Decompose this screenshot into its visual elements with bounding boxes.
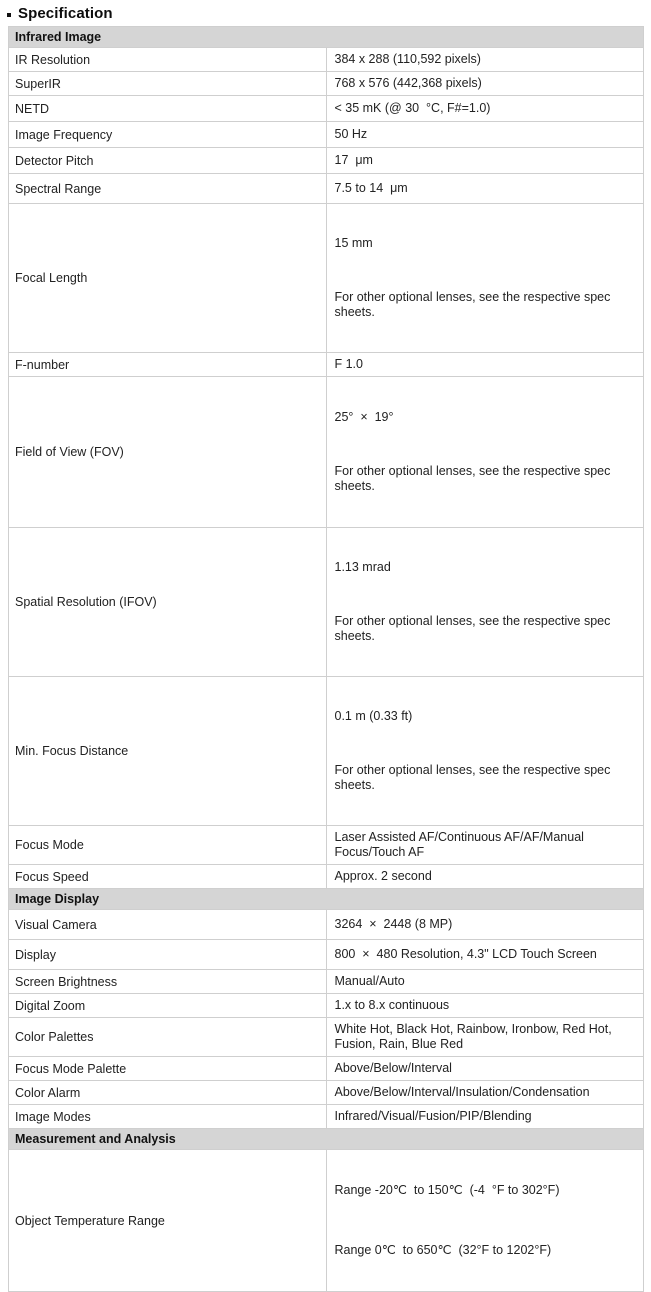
spec-label: Focus Mode Palette	[9, 1057, 327, 1081]
page-title	[0, 0, 651, 26]
spec-value	[326, 994, 644, 1018]
value-line: Approx. 2 second	[334, 869, 432, 883]
spec-label: Field of View (FOV)	[9, 377, 327, 528]
spec-value	[326, 528, 644, 677]
spec-label: Visual Camera	[9, 910, 327, 940]
spec-label: Screen Brightness	[9, 970, 327, 994]
spec-value	[326, 353, 644, 377]
table-row	[9, 528, 644, 677]
spec-value	[326, 48, 644, 72]
spec-label: Image Modes	[9, 1105, 327, 1129]
spec-value	[326, 377, 644, 528]
table-row	[9, 48, 644, 72]
value-line: 15 mm	[334, 236, 373, 250]
value-line: 1.x to 8.x continuous	[334, 998, 450, 1012]
value-line: 0.1 m (0.33 ft)	[334, 709, 413, 723]
table-row	[9, 72, 644, 96]
value-line: 17 μm	[334, 153, 373, 167]
value-line: Range -20℃ to 150℃ (-4 °F to 302°F)	[334, 1183, 560, 1197]
spec-label: Detector Pitch	[9, 148, 327, 174]
value-line: Above/Below/Interval/Insulation/Condensation	[334, 1085, 590, 1099]
table-row	[9, 148, 644, 174]
specification-table	[8, 26, 644, 1292]
spec-value	[326, 96, 644, 122]
spec-value	[326, 1057, 644, 1081]
table-row	[9, 377, 644, 528]
spec-label: Spatial Resolution (IFOV)	[9, 528, 327, 677]
value-line: White Hot, Black Hot, Rainbow, Ironbow, Red Hot, Fusion, Rain, Blue Red	[334, 1022, 616, 1051]
spec-label: IR Resolution	[9, 48, 327, 72]
spec-value	[326, 970, 644, 994]
table-row	[9, 1057, 644, 1081]
value-line: Laser Assisted AF/Continuous AF/AF/Manual Focus/Touch AF	[334, 830, 588, 859]
value-note: For other optional lenses, see the respective spec sheets.	[334, 614, 614, 643]
value-line: 768 x 576 (442,368 pixels)	[334, 76, 482, 90]
spec-label: Min. Focus Distance	[9, 677, 327, 826]
spec-value	[326, 122, 644, 148]
table-row	[9, 122, 644, 148]
value-line: 1.13 mrad	[334, 560, 391, 574]
spec-value	[326, 174, 644, 204]
table-row	[9, 1105, 644, 1129]
spec-value	[326, 677, 644, 826]
table-row	[9, 204, 644, 353]
spec-value	[326, 826, 644, 865]
value-line: Manual/Auto	[334, 974, 405, 988]
table-row	[9, 677, 644, 826]
spec-value	[326, 940, 644, 970]
page-title-text: Specification	[18, 5, 113, 22]
section-header-row	[9, 27, 644, 48]
section-header-image-display: Image Display	[9, 889, 644, 910]
spec-value	[326, 910, 644, 940]
spec-label: SuperIR	[9, 72, 327, 96]
spec-label: Focal Length	[9, 204, 327, 353]
spec-label: Spectral Range	[9, 174, 327, 204]
spec-value	[326, 1018, 644, 1057]
table-row	[9, 994, 644, 1018]
spec-value	[326, 72, 644, 96]
table-row	[9, 910, 644, 940]
table-row	[9, 353, 644, 377]
spec-label: Image Frequency	[9, 122, 327, 148]
table-row	[9, 865, 644, 889]
value-line: F 1.0	[334, 357, 363, 371]
spec-label: F-number	[9, 353, 327, 377]
section-header-infrared-image: Infrared Image	[9, 27, 644, 48]
spec-value	[326, 865, 644, 889]
spec-label: Color Palettes	[9, 1018, 327, 1057]
table-row	[9, 826, 644, 865]
value-line: 50 Hz	[334, 127, 368, 141]
square-bullet-icon	[7, 13, 11, 17]
spec-value	[326, 1105, 644, 1129]
value-note: For other optional lenses, see the respective spec sheets.	[334, 290, 614, 319]
section-header-row	[9, 1129, 644, 1150]
spec-label: Focus Speed	[9, 865, 327, 889]
value-line: Range 0℃ to 650℃ (32°F to 1202°F)	[334, 1243, 552, 1257]
spec-label: Object Temperature Range	[9, 1150, 327, 1292]
section-header-row	[9, 889, 644, 910]
table-row	[9, 940, 644, 970]
value-note: For other optional lenses, see the respective spec sheets.	[334, 763, 614, 792]
spec-label: Focus Mode	[9, 826, 327, 865]
spec-label: Digital Zoom	[9, 994, 327, 1018]
spec-label: Display	[9, 940, 327, 970]
table-row	[9, 96, 644, 122]
spec-value	[326, 1081, 644, 1105]
value-line: Infrared/Visual/Fusion/PIP/Blending	[334, 1109, 532, 1123]
value-line: < 35 mK (@ 30 °C, F#=1.0)	[334, 101, 491, 115]
table-row	[9, 1018, 644, 1057]
table-row	[9, 970, 644, 994]
spec-label: Color Alarm	[9, 1081, 327, 1105]
value-line: 25° × 19°	[334, 410, 394, 424]
spec-value	[326, 204, 644, 353]
spec-value	[326, 148, 644, 174]
value-line: 384 x 288 (110,592 pixels)	[334, 52, 481, 66]
value-line: Above/Below/Interval	[334, 1061, 452, 1075]
value-note: For other optional lenses, see the respective spec sheets.	[334, 464, 614, 493]
section-header-measurement-analysis: Measurement and Analysis	[9, 1129, 644, 1150]
spec-value	[326, 1150, 644, 1292]
table-row	[9, 174, 644, 204]
table-row	[9, 1150, 644, 1292]
table-row	[9, 1081, 644, 1105]
value-line: 3264 × 2448 (8 MP)	[334, 917, 453, 931]
value-line: 800 × 480 Resolution, 4.3" LCD Touch Screen	[334, 947, 597, 961]
spec-label: NETD	[9, 96, 327, 122]
value-line: 7.5 to 14 μm	[334, 181, 408, 195]
